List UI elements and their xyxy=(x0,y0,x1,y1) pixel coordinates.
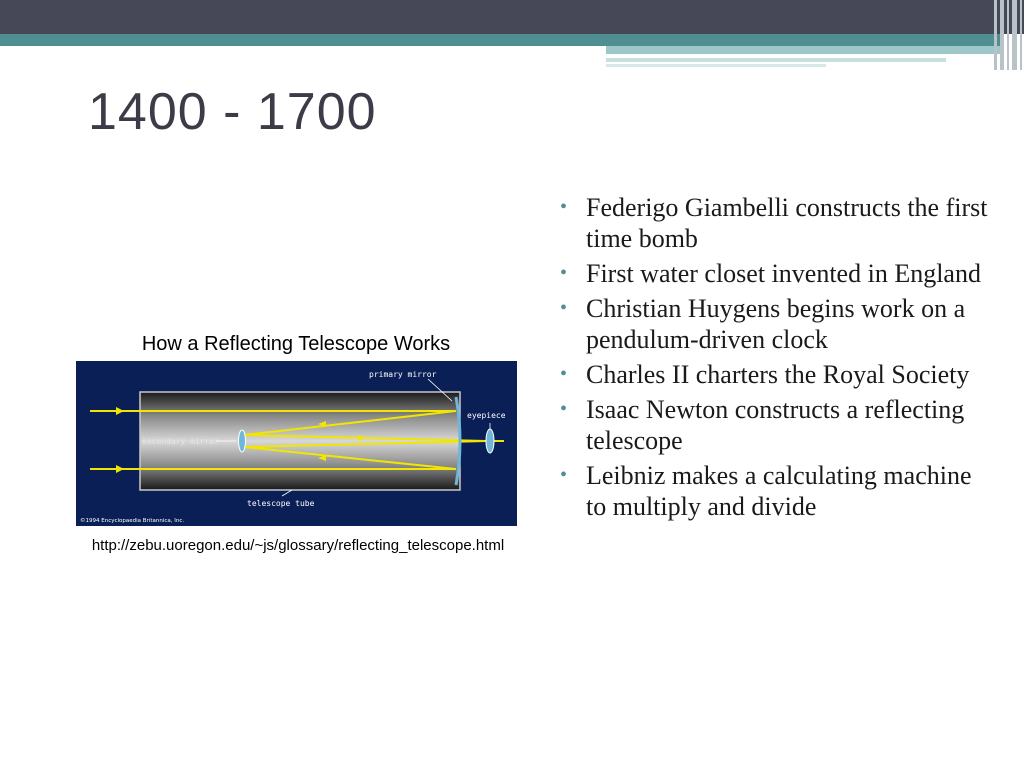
list-item: • Federigo Giambelli constructs the first time bomb xyxy=(560,193,988,253)
bullet-icon: • xyxy=(560,297,568,319)
bullet-icon: • xyxy=(560,262,568,284)
figure-caption: How a Reflecting Telescope Works xyxy=(141,333,451,355)
list-item: • First water closet invented in England xyxy=(560,259,981,288)
eyepiece-shape xyxy=(486,429,494,453)
bullet-icon: • xyxy=(560,464,568,486)
list-item: • Leibniz makes a calculating machine to multiply and divide xyxy=(560,461,972,521)
bullet-icon: • xyxy=(560,398,568,420)
label-telescope-tube: telescope tube xyxy=(247,499,315,508)
accent-line xyxy=(606,58,946,62)
list-item: • Christian Huygens begins work on a pendulum-driven clock xyxy=(560,294,966,354)
corner-stripes xyxy=(992,0,1024,70)
copyright-text: ©1994 Encyclopaedia Britannica, Inc. xyxy=(80,518,185,524)
bullet-list xyxy=(560,192,990,526)
bullet-icon: • xyxy=(560,196,568,218)
secondary-mirror-shape xyxy=(239,430,246,452)
source-url: http://zebu.uoregon.edu/~js/glossary/reflecting_telescope.html xyxy=(91,537,505,554)
bullet-icon: • xyxy=(560,363,568,385)
list-item: • Isaac Newton constructs a reflecting telescope xyxy=(560,395,965,455)
header-bar xyxy=(0,0,1024,34)
accent-band xyxy=(0,34,1000,46)
label-primary-mirror: primary mirror xyxy=(369,370,437,379)
slide-title: 1400 - 1700 xyxy=(88,83,377,141)
list-item: • Charles II charters the Royal Society xyxy=(560,360,970,389)
telescope-diagram xyxy=(76,361,517,526)
accent-line-thin xyxy=(606,64,826,67)
accent-band-light xyxy=(606,46,1000,54)
label-secondary-mirror: secondary mirror xyxy=(142,437,220,446)
label-eyepiece: eyepiece xyxy=(467,411,506,420)
